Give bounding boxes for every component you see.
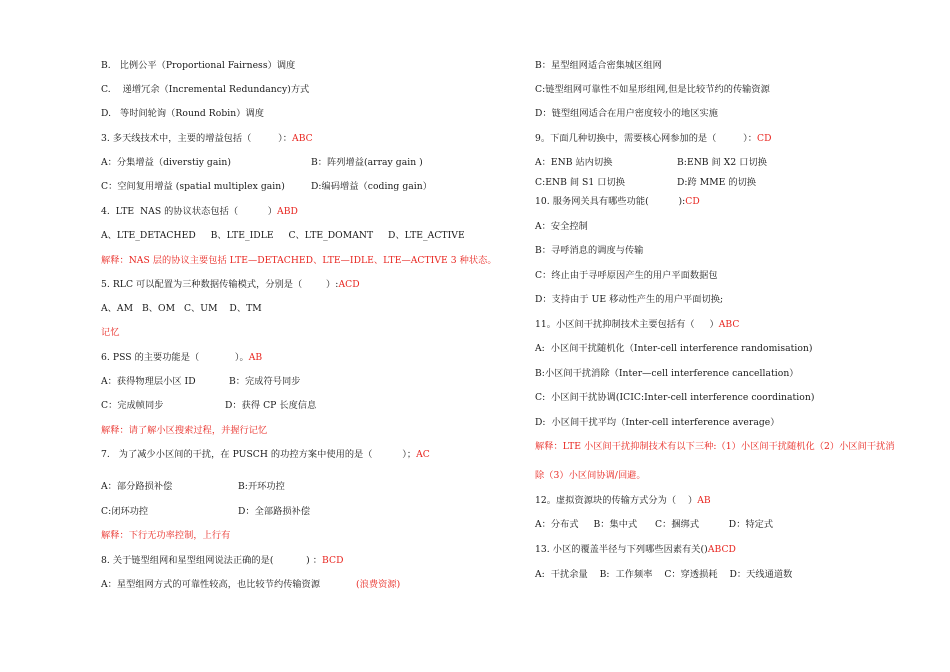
option-line: C:链型组网可靠性不如星形组网,但是比较节约的传输资源	[535, 84, 770, 95]
option-line	[101, 506, 311, 518]
option-a: A：分集增益（diverstiy gain)	[101, 157, 231, 168]
question-11	[535, 319, 739, 331]
explanation: 除（3）小区间协调/回避。	[535, 470, 646, 481]
question-text: 9。下面几种切换中，需要核心网参加的是（ ）：	[535, 133, 758, 144]
option-c: C：完成帧同步	[101, 400, 164, 411]
question-4	[101, 206, 298, 218]
question-10	[535, 196, 700, 208]
explanation: 解释：请了解小区搜索过程，并握行记忆	[101, 425, 268, 436]
option-line	[101, 157, 423, 169]
option-b: B:开环功控	[238, 481, 285, 492]
option-line	[101, 181, 432, 193]
answer-key: ABCD	[707, 544, 736, 555]
question-13	[535, 544, 736, 556]
answer-key: ACD	[338, 279, 360, 290]
option-b: B:ENB 间 X2 口切换	[677, 157, 767, 168]
note: 记忆	[101, 327, 120, 338]
option-line: D: 小区间干扰平均（Inter-cell interference average）	[535, 417, 780, 428]
question-text: 8. 关于链型组网和星型组网说法正确的是( ) ：	[101, 555, 323, 566]
option-line: A：分布式 B：集中式 C：捆绑式 D：特定式	[535, 519, 774, 530]
option-c: C:闭环功控	[101, 506, 149, 517]
option-line: B. 比例公平（Proportional Fairness）调度	[101, 60, 296, 71]
explanation: 解释：LTE 小区间干扰抑制技术有以下三种:（1）小区间干扰随机化（2）小区间干扰消	[535, 441, 895, 452]
answer-key: AB	[697, 495, 711, 506]
question-text: 11。小区间干扰抑制技术主要包括有（ ）	[535, 319, 719, 330]
answer-key: CD	[757, 133, 772, 144]
question-7	[101, 449, 430, 461]
option-a: A：获得物理层小区 ID	[101, 376, 196, 387]
question-8	[101, 555, 344, 567]
option-line: B:小区间干扰消除（Inter—cell interference cancellation）	[535, 368, 799, 379]
question-12	[535, 495, 711, 507]
option-line: A、AM B、OM C、UM D、TM	[101, 303, 262, 314]
question-text: 3. 多天线技术中，主要的增益包括（ ）：	[101, 133, 293, 144]
question-6	[101, 352, 262, 364]
option-line: D. 等时间轮询（Round Robin）调度	[101, 108, 264, 119]
question-3	[101, 133, 313, 145]
explanation: 解释：下行无功率控制，上行有	[101, 530, 231, 541]
option-line	[535, 177, 757, 189]
question-9	[535, 133, 772, 145]
option-line: D：链型组网适合在用户密度较小的地区实施	[535, 108, 718, 119]
question-text: 13. 小区的覆盖半径与下列哪些因素有关()	[535, 544, 708, 555]
option-a: A：部分路损补偿	[101, 481, 173, 492]
option-line	[101, 400, 317, 412]
note: (浪费资源)	[356, 579, 401, 590]
answer-key: ABC	[718, 319, 740, 330]
question-text: 4. LTE NAS 的协议状态包括（ ）	[101, 206, 278, 217]
option-d: D:跨 MME 的切换	[677, 177, 757, 188]
option-line: C. 递增冗余（Incremental Redundancy)方式	[101, 84, 310, 95]
option-line	[535, 157, 767, 169]
option-line: A、LTE_DETACHED B、LTE_IDLE C、LTE_DOMANT D、LTE_ACTIVE	[101, 230, 465, 241]
option-line: D：支持由于 UE 移动性产生的用户平面切换;	[535, 294, 724, 305]
answer-key: AB	[248, 352, 263, 363]
question-text: 12。虚拟资源块的传输方式分为（ ）	[535, 495, 698, 506]
option-line: B：寻呼消息的调度与传输	[535, 245, 644, 256]
option-line	[101, 579, 401, 591]
question-text: 10. 服务网关具有哪些功能( ):	[535, 196, 686, 207]
option-d: D:编码增益（coding gain）	[311, 181, 432, 192]
option-line	[101, 376, 301, 388]
option-c: C：空间复用增益 (spatial multiplex gain)	[101, 181, 285, 192]
question-text: 5. RLC 可以配置为三种数据传输模式，分别是（ ）:	[101, 279, 339, 290]
option-line	[101, 481, 285, 493]
option-line: C：终止由于寻呼原因产生的用户平面数据包	[535, 270, 718, 281]
option-line: A：安全控制	[535, 221, 588, 232]
answer-key: ABC	[292, 133, 313, 144]
option-c: C:ENB 间 S1 口切换	[535, 177, 625, 188]
option-a: A：星型组网方式的可靠性较高，也比较节约传输资源	[101, 579, 321, 590]
option-a: A：ENB 站内切换	[535, 157, 613, 168]
option-line: C: 小区间干扰协调(ICIC:Inter-cell interference coordination)	[535, 392, 815, 403]
answer-key: AC	[416, 449, 430, 460]
explanation: 解释：NAS 层的协议主要包括 LTE—DETACHED、LTE—IDLE、LTE—ACTIVE 3 种状态。	[101, 255, 497, 266]
option-b: B：完成符号同步	[229, 376, 301, 387]
option-d: D：获得 CP 长度信息	[225, 400, 317, 411]
answer-key: ABD	[277, 206, 298, 217]
option-line: B：星型组网适合密集城区组网	[535, 60, 662, 71]
answer-key: BCD	[322, 555, 344, 566]
question-text: 7. 为了减少小区间的干扰，在 PUSCH 的功控方案中使用的是（ ）；	[101, 449, 417, 460]
option-line: A: 干扰余量 B: 工作频率 C：穿透损耗 D：天线通道数	[535, 569, 793, 580]
option-line: A: 小区间干扰随机化（Inter-cell interference randomisation)	[535, 343, 813, 354]
option-b: B：阵列增益(array gain )	[311, 157, 423, 168]
option-d: D：全部路损补偿	[238, 506, 311, 517]
question-5	[101, 279, 360, 291]
answer-key: CD	[685, 196, 700, 207]
question-text: 6. PSS 的主要功能是（ ）。	[101, 352, 249, 363]
